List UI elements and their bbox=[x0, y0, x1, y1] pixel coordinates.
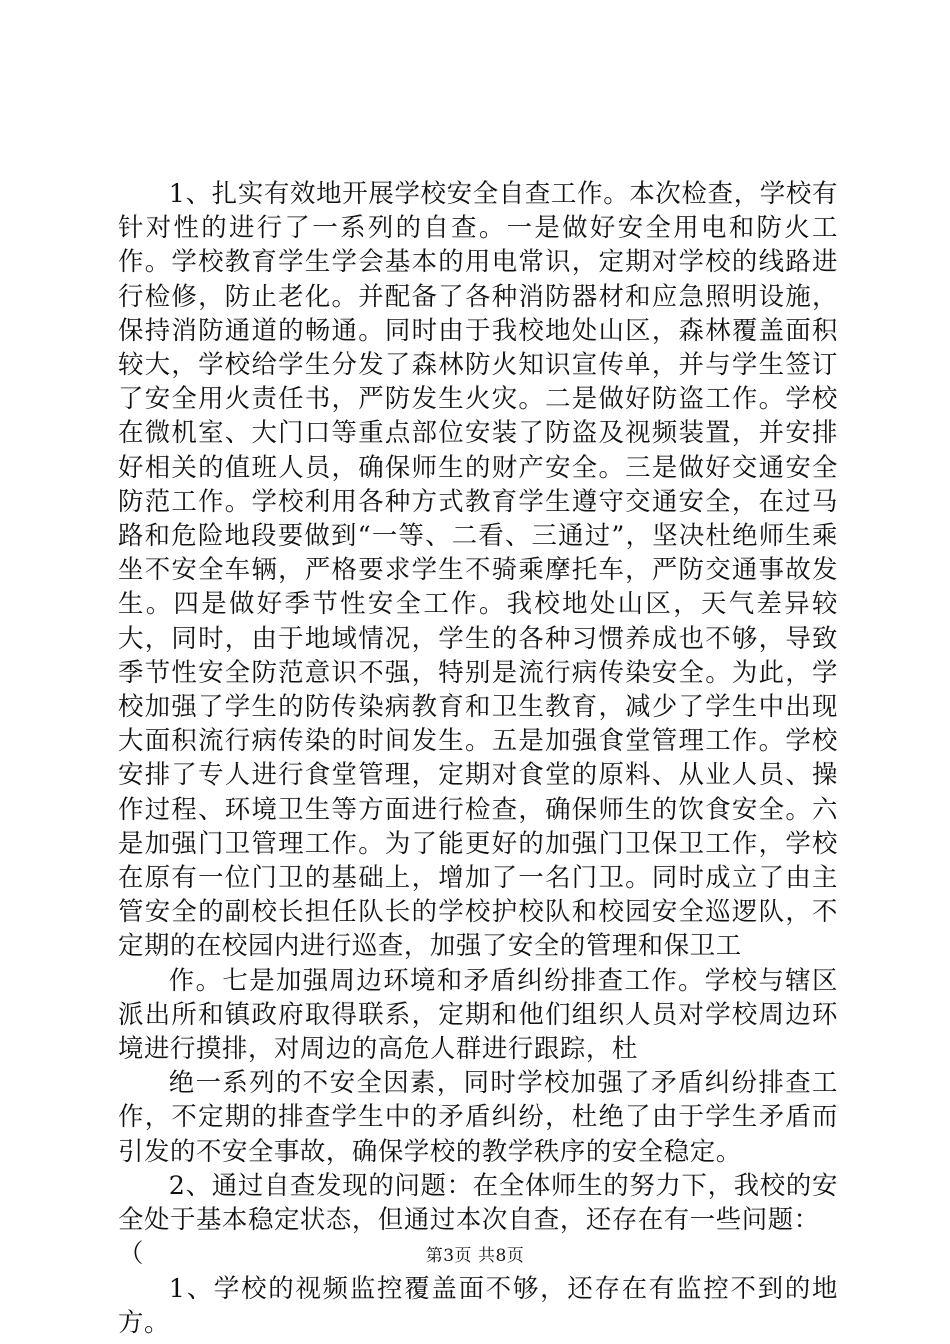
page-footer: 第3页 共8页 bbox=[425, 1246, 525, 1266]
paragraph-problems-found: 2、通过自查发现的问题：在全体师生的努力下，我校的安全处于基本稳定状态，但通过本次自查，还存在有一些问题： bbox=[118, 1169, 838, 1235]
paragraph-surroundings: 作。七是加强周边环境和矛盾纠纷排查工作。学校与辖区派出所和镇政府取得联系，定期和他们组织人员对学校周边环境进行摸排，对周边的高危人群进行跟踪，杜 bbox=[118, 964, 838, 1064]
paragraph-open-paren: （ bbox=[118, 1238, 144, 1269]
document-body bbox=[118, 176, 838, 1339]
paragraph-self-inspection: 1、扎实有效地开展学校安全自查工作。本次检查，学校有针对性的进行了一系列的自查。一是做好安全用电和防火工作。学校教育学生学会基本的用电常识，定期对学校的线路进行检修，防止老化。并配备了各种消防器材和应急照明设施，保持消防通道的畅通。同时由于我校地处山区，森林覆盖面积较大，学校给学生分发了森林防火知识宣传单，并与学生签订了安全用火责任书，严防发生火灾。二是做好防盗工作。学校在微机室、大门口等重点部位安装了防盗及视频装置，并安排好相关的值班人员，确保师生的财产安全。三是做好交通安全防范工作。学校利用各种方式教育学生遵守交通安全，在过马路和危险地段要做到“一等、二看、三通过”，坚决杜绝师生乘坐不安全车辆，严格要求学生不骑乘摩托车，严防交通事故发生。四是做好季节性安全工作。我校地处山区，天气差异较大，同时，由于地域情况，学生的各种习惯养成也不够，导致季节性安全防范意识不强，特别是流行病传染安全。为此，学校加强了学生的防传染病教育和卫生教育，减少了学生中出现大面积流行病传染的时间发生。五是加强食堂管理工作。学校安排了专人进行食堂管理，定期对食堂的原料、从业人员、操作过程、环境卫生等方面进行检查，确保师生的饮食安全。六是加强门卫管理工作。为了能更好的加强门卫保卫工作，学校在原有一位门卫的基础上，增加了一名门卫。同时成立了由主管安全的副校长担任队长的学校护校队和校园安全巡逻队，不定期的在校园内进行巡查，加强了安全的管理和保卫工 bbox=[118, 178, 838, 961]
paragraph-conflict-check: 绝一系列的不安全因素，同时学校加强了矛盾纠纷排查工作，不定期的排查学生中的矛盾纠纷，杜绝了由于学生矛盾而引发的不安全事故，确保学校的教学秩序的安全稳定。 bbox=[118, 1067, 838, 1166]
paragraph-problem-1: 1、学校的视频监控覆盖面不够，还存在有监控不到的地方。 bbox=[118, 1272, 838, 1337]
